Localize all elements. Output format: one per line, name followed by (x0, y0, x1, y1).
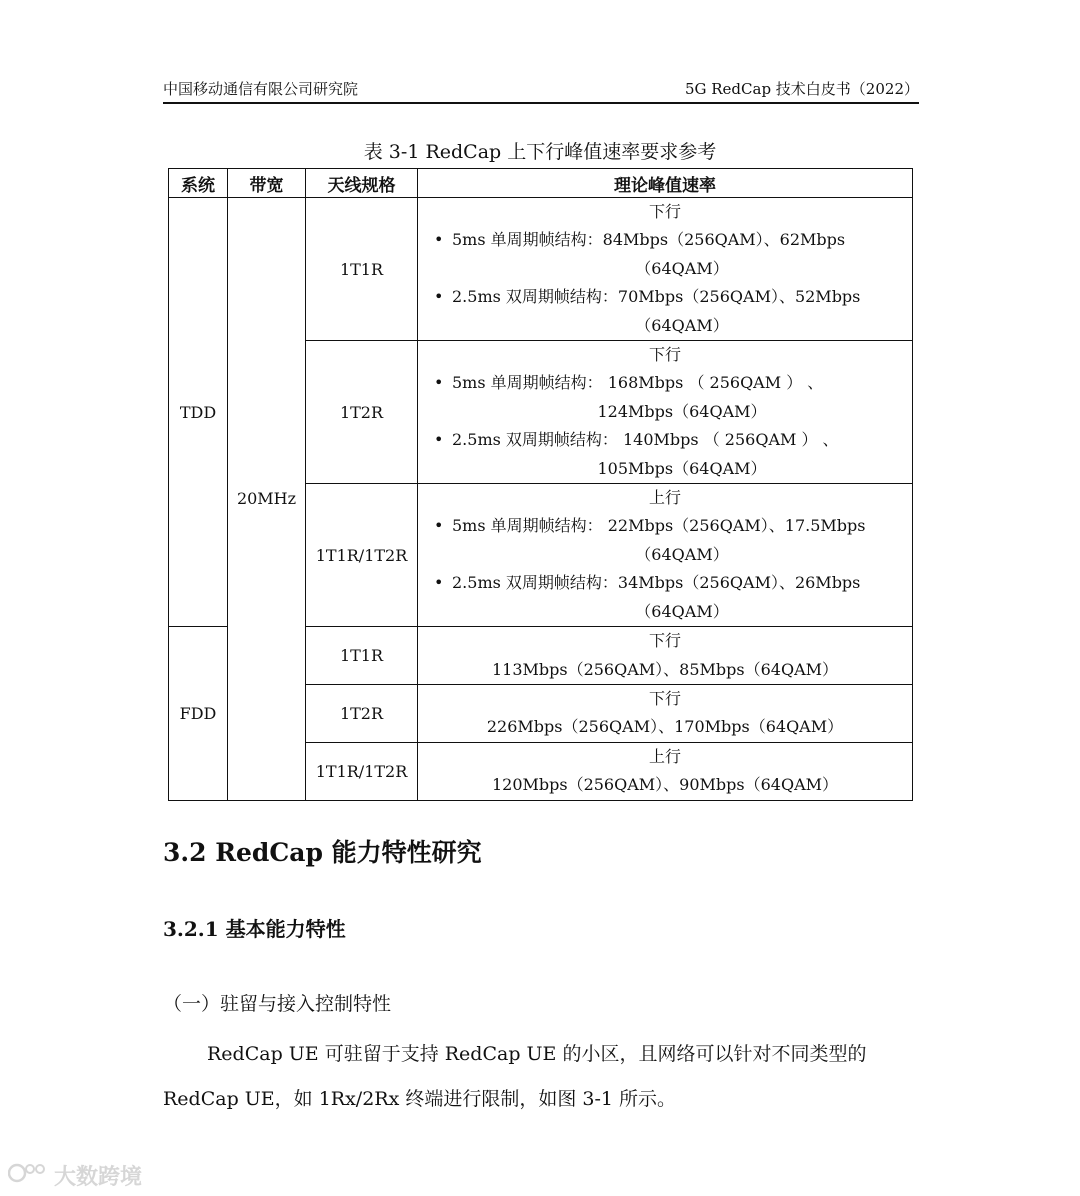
system-cell-tdd: TDD (169, 198, 228, 627)
col-header-system: 系统 (169, 169, 228, 198)
rate-value: 226Mbps（256QAM）、170Mbps（64QAM） (486, 717, 844, 737)
antenna-cell: 1T1R/1T2R (306, 742, 418, 800)
table-header-row (169, 169, 913, 198)
antenna-cell: 1T1R (306, 198, 418, 341)
watermark-text: 大数跨境 (54, 1165, 143, 1190)
paragraph-line: RedCap UE 可驻留于支持 RedCap UE 的小区，且网络可以针对不同类型的 (207, 1043, 867, 1065)
rate-direction: 上行 (648, 488, 681, 508)
antenna-cell: 1T1R/1T2R (306, 484, 418, 627)
header-doc-title: 5G RedCap 技术白皮书（2022） (684, 80, 919, 98)
rate-list (418, 226, 912, 340)
col-header-bandwidth: 带宽 (228, 169, 306, 198)
col-header-antenna: 天线规格 (306, 169, 418, 198)
rate-direction: 下行 (648, 345, 681, 365)
header-org: 中国移动通信有限公司研究院 (163, 80, 359, 98)
rate-cell (418, 341, 913, 484)
table-title: 表 3-1 RedCap 上下行峰值速率要求参考 (363, 141, 717, 163)
list-item: • 2.5ms 双周期帧结构：70Mbps（256QAM）、52Mbps （64QAM） (418, 283, 912, 340)
rate-direction: 下行 (648, 631, 681, 651)
rate-list (418, 369, 912, 483)
rate-cell (418, 742, 913, 800)
list-item: • 5ms 单周期帧结构： 168Mbps （ 256QAM ） 、 124Mbps（64QAM） (418, 369, 912, 426)
rate-cell (418, 627, 913, 685)
list-item: • 5ms 单周期帧结构： 22Mbps（256QAM）、17.5Mbps （64QAM） (418, 512, 912, 569)
col-header-peak-rate: 理论峰值速率 (418, 169, 913, 198)
rate-value: 120Mbps（256QAM）、90Mbps（64QAM） (491, 775, 839, 795)
topic-heading: （一）驻留与接入控制特性 (163, 993, 392, 1015)
page-header (163, 78, 919, 104)
peak-rate-table (168, 168, 913, 801)
system-cell-fdd: FDD (169, 627, 228, 800)
watermark-logo-icon (8, 1162, 48, 1190)
paragraph-line: RedCap UE，如 1Rx/2Rx 终端进行限制，如图 3-1 所示。 (163, 1088, 677, 1110)
rate-direction: 下行 (648, 688, 681, 708)
list-item: • 2.5ms 双周期帧结构： 140Mbps （ 256QAM ） 、 105Mbps（64QAM） (418, 426, 912, 483)
rate-value: 113Mbps（256QAM）、85Mbps（64QAM） (491, 659, 839, 679)
subsection-heading: 3.2.1 基本能力特性 (163, 917, 346, 941)
watermark (8, 1160, 142, 1191)
rate-direction: 下行 (648, 202, 681, 221)
body-paragraph (163, 1032, 919, 1122)
rate-list (418, 512, 912, 626)
list-item: • 2.5ms 双周期帧结构：34Mbps（256QAM）、26Mbps （64QAM） (418, 569, 912, 626)
antenna-cell: 1T1R (306, 627, 418, 685)
antenna-cell: 1T2R (306, 341, 418, 484)
bandwidth-cell: 20MHz (228, 198, 306, 801)
rate-direction: 上行 (648, 746, 681, 766)
antenna-cell: 1T2R (306, 684, 418, 742)
list-item: • 5ms 单周期帧结构：84Mbps（256QAM）、62Mbps （64QAM） (418, 226, 912, 283)
section-heading: 3.2 RedCap 能力特性研究 (163, 838, 482, 867)
rate-cell (418, 484, 913, 627)
rate-cell (418, 198, 913, 341)
rate-cell (418, 684, 913, 742)
table-row (169, 198, 913, 341)
